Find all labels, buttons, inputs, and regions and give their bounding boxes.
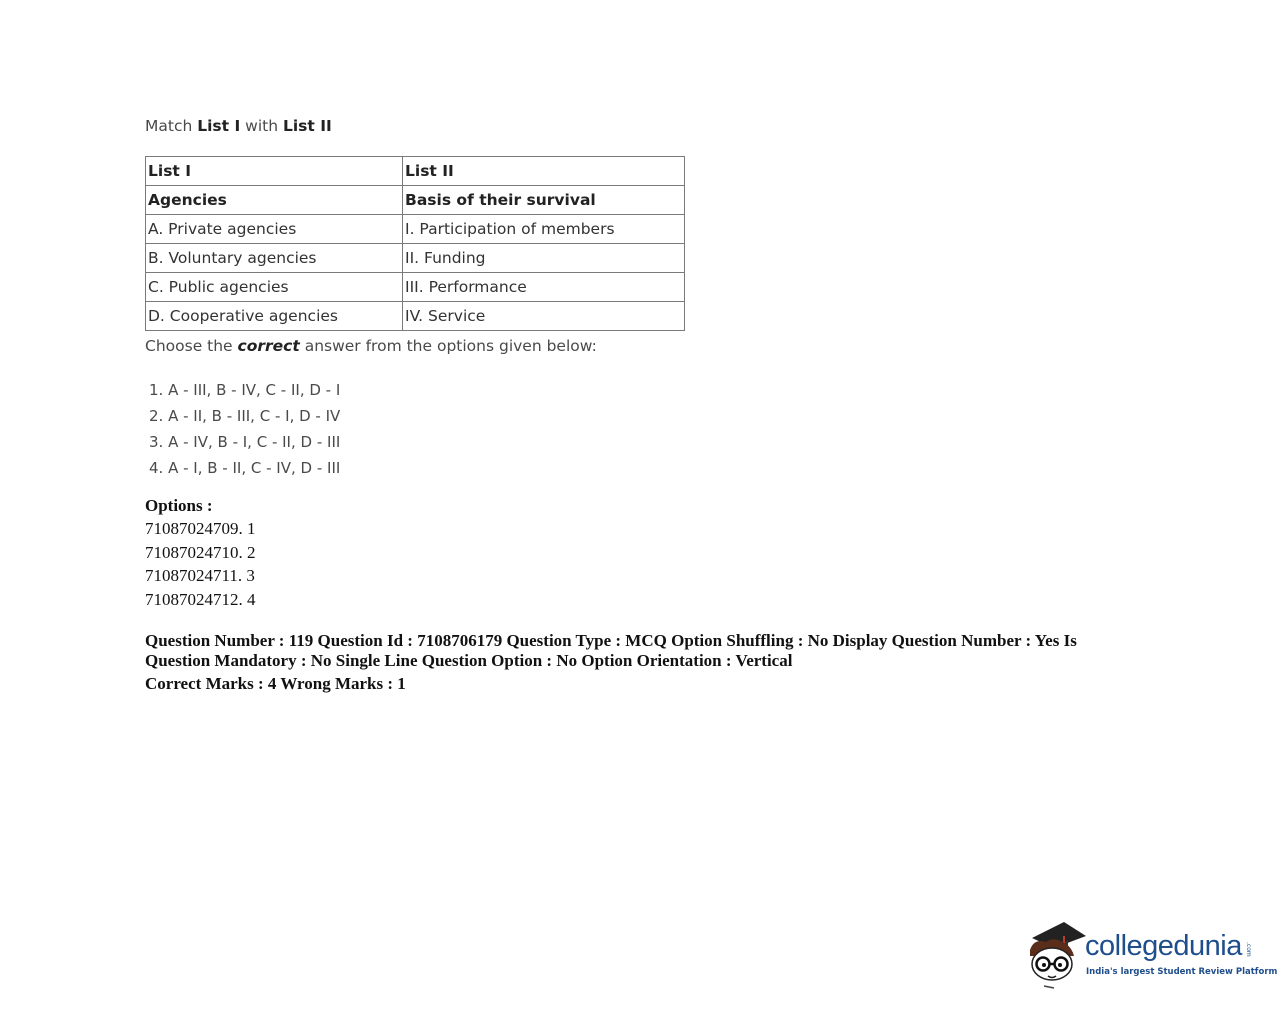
list1-cell: Agencies: [146, 186, 403, 215]
table-row: [146, 186, 685, 215]
list1-cell: List I: [146, 157, 403, 186]
answer-item: 1. A - III, B - IV, C - II, D - I: [149, 381, 341, 399]
prompt-list1: List I: [197, 117, 241, 135]
prompt-prefix: Match: [145, 117, 198, 135]
mascot-icon: [1024, 918, 1086, 990]
list2-cell: Basis of their survival: [403, 186, 685, 215]
option-item: 71087024711. 3: [145, 566, 255, 585]
table-row: [146, 244, 685, 273]
match-table: [145, 156, 685, 331]
option-item: 71087024712. 4: [145, 589, 256, 609]
logo-wordmark: collegedunia: [1085, 930, 1242, 962]
option-item: 71087024709. 1: [145, 519, 256, 538]
instruction: [145, 335, 1145, 357]
list1-cell: B. Voluntary agencies: [146, 244, 403, 273]
answer-list: [149, 377, 1145, 481]
list1-cell: D. Cooperative agencies: [146, 302, 403, 331]
prompt-list2: List II: [282, 117, 332, 135]
list2-cell: IV. Service: [403, 302, 685, 331]
table-row: [146, 157, 685, 186]
table-row: [146, 302, 685, 331]
list1-cell: C. Public agencies: [146, 273, 403, 302]
instruction-emphasis: correct: [237, 337, 300, 355]
collegedunia-logo: [1024, 918, 1278, 990]
question-meta: Question Number : 119 Question Id : 7108706179 Question Type : MCQ Option Shuffling : No Display Question Number : Yes Is Question Mandatory : No Single Line Question Option : No Option Orientation : Vertical: [145, 631, 1077, 670]
question-block: [145, 116, 1145, 694]
answer-item: 4. A - I, B - II, C - IV, D - III: [149, 459, 341, 477]
table-row: [146, 215, 685, 244]
instruction-prefix: Choose the: [145, 337, 238, 355]
logo-suffix: .com: [1245, 942, 1252, 957]
question-prompt: [145, 116, 1145, 136]
list2-cell: List II: [403, 157, 685, 186]
list2-cell: III. Performance: [403, 273, 685, 302]
answer-item: 2. A - II, B - III, C - I, D - IV: [149, 407, 341, 425]
question-marks: Correct Marks : 4 Wrong Marks : 1: [145, 674, 406, 693]
answer-item: 3. A - IV, B - I, C - II, D - III: [149, 433, 341, 451]
options-heading: Options :: [145, 496, 213, 515]
list2-cell: II. Funding: [403, 244, 685, 273]
list2-cell: I. Participation of members: [403, 215, 685, 244]
option-item: 71087024710. 2: [145, 542, 256, 562]
logo-tagline: India's largest Student Review Platform: [1086, 967, 1278, 977]
instruction-suffix: answer from the options given below:: [299, 337, 597, 355]
list1-cell: A. Private agencies: [146, 215, 403, 244]
prompt-middle: with: [240, 117, 283, 135]
table-row: [146, 273, 685, 302]
